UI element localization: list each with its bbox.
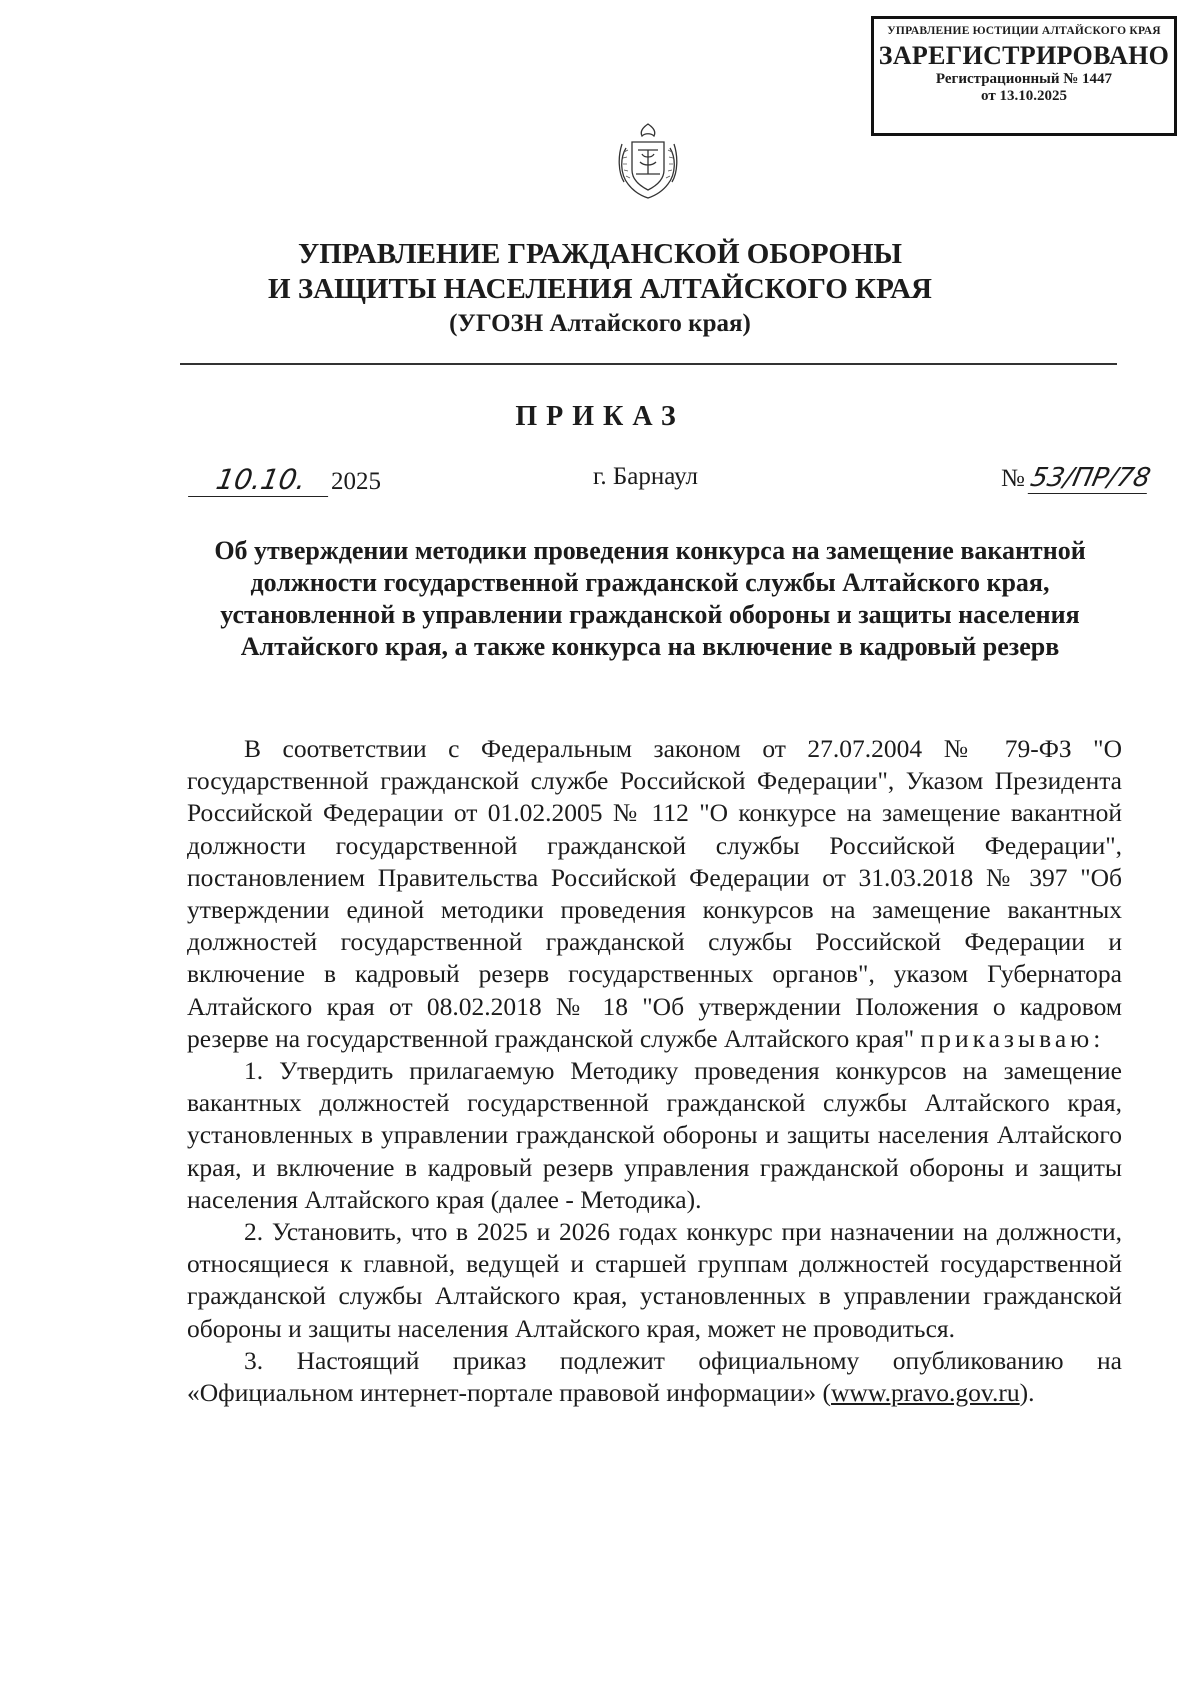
stamp-registration-number: Регистрационный № 1447: [935, 71, 1113, 87]
item-3-text: 3. Настоящий приказ подлежит официальному опубликованию на «Официальном интернет-портале правовой информации» (: [187, 1345, 1122, 1408]
agency-header: [0, 237, 1200, 341]
item-2: 2. Установить, что в 2025 и 2026 годах конкурс при назначении на должности, относящиеся к главной, ведущей и старшей группам должностей государственной гражданской службы Алтайского края, установленных в управлении гражданской обороны и защиты населения Алтайского края, может не проводиться.: [187, 1217, 1122, 1343]
pravo-link[interactable]: www.pravo.gov.ru: [831, 1378, 1020, 1408]
preamble-text: В соответствии с Федеральным законом от 27.07.2004 № 79-ФЗ "О государственной гражданской службе Российской Федерации", Указом Президента Российской Федерации от 01.02.2005 № 112 "О конкурсе на замещение вакантной должности государственной гражданской службы Российской Федерации", постановлением Правительства Российской Федерации от 31.03.2018 № 397 "Об утверждении единой методики проведения конкурсов на замещение вакантных должностей государственной гражданской службы Российской Федерации и включение в кадровый резерв государственных органов", указом Губернатора Алтайского края от 08.02.2018 № 18 "Об утверждении Положения о кадровом резерве на государственной гражданской службе Алтайского края": [187, 734, 1122, 1053]
order-city: г. Барнаул: [593, 463, 698, 490]
order-number-handwritten: 53/ПР/78: [1028, 463, 1154, 493]
document-title: Об утверждении методики проведения конкурса на замещение вакантной должности государственной гражданской службы Алтайского края, установленной в управлении гражданской обороны и защиты населения Алтайского края, а также конкурса на включение в кадровый резерв: [214, 536, 1086, 661]
order-number-prefix: №: [1001, 465, 1025, 492]
item-1: 1. Утвердить прилагаемую Методику проведения конкурсов на замещение вакантных должностей государственной гражданской службы Алтайского края, установленных в управлении гражданской обороны и защиты населения Алтайского края, и включение в кадровый резерв управления гражданской обороны и защиты населения Алтайского края (далее - Методика).: [187, 1056, 1122, 1214]
order-word: приказываю:: [920, 1023, 1105, 1053]
agency-name-line1: УПРАВЛЕНИЕ ГРАЖДАНСКОЙ ОБОРОНЫ: [297, 238, 903, 270]
registration-stamp: [871, 16, 1177, 136]
agency-short-name: (УГОЗН Алтайского края): [449, 310, 751, 337]
coat-of-arms-icon: [612, 118, 684, 202]
agency-name-line2: И ЗАЩИТЫ НАСЕЛЕНИЯ АЛТАЙСКОГО КРАЯ: [268, 273, 932, 305]
stamp-status: ЗАРЕГИСТРИРОВАНО: [878, 41, 1170, 70]
order-year: 2025: [331, 468, 381, 495]
header-divider: [180, 363, 1117, 365]
order-date: [191, 463, 381, 497]
item-3-end: ).: [1019, 1378, 1035, 1408]
document-body: [187, 733, 1122, 1409]
order-number: [1001, 463, 1154, 494]
order-date-handwritten: 10.10.: [188, 463, 334, 497]
preamble-paragraph: [187, 733, 1122, 1055]
stamp-organization: УПРАВЛЕНИЕ ЮСТИЦИИ АЛТАЙСКОГО КРАЯ: [887, 25, 1161, 37]
item-3: [187, 1345, 1122, 1409]
stamp-registration-date: от 13.10.2025: [981, 88, 1067, 104]
document-type: ПРИКАЗ: [515, 401, 685, 432]
